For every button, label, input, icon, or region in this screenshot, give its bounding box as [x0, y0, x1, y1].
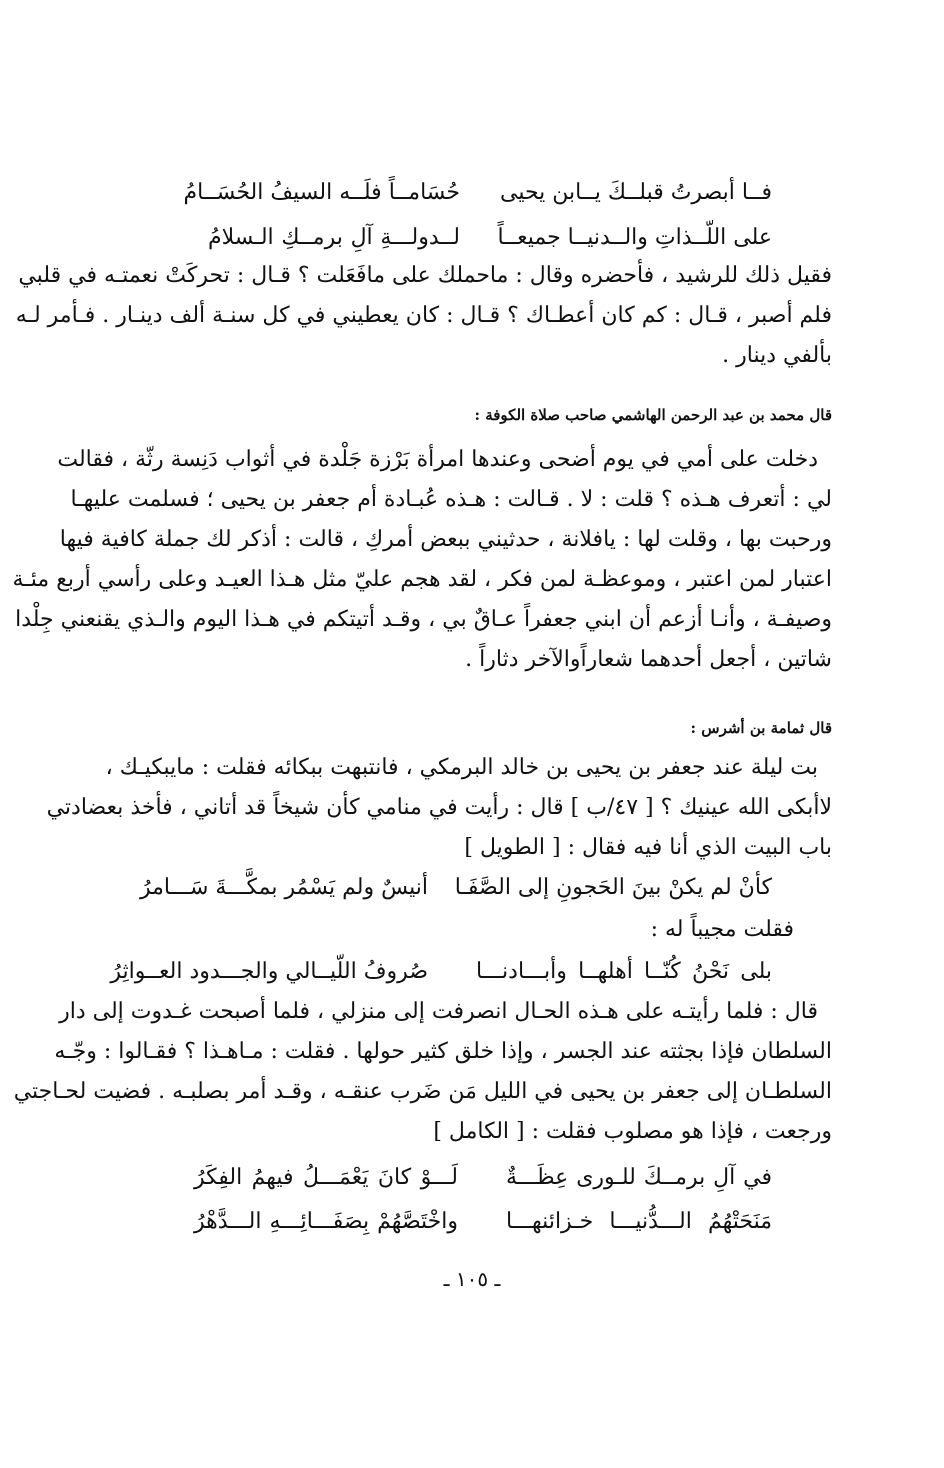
paragraph: [46, 748, 832, 868]
section-heading: قال ثمامة بن أشرس :: [690, 719, 832, 737]
verse-second-hemistich: أنيسٌ ولم يَسْمُر بمكَّـــةَ سَـــامرُ: [140, 875, 428, 900]
paragraph: [12, 440, 832, 680]
text-line: ورجعت ، فإذا هو مصلوب فقلت : [ الكامل ]: [433, 1119, 832, 1144]
text-line: قال : فلما رأيتـه على هـذه الحـال انصرفت إلى منزلي ، فلما أصبحت غـدوت إلى دار: [59, 999, 818, 1024]
paragraph: [128, 910, 808, 950]
text-line: بت ليلة عند جعفر بن يحيى بن خالد البرمكي ، فانتبهت ببكائه فقلت : مايبكيـك ،: [105, 755, 818, 780]
verse-first-hemistich: فــا أبصرتُ قبلــكَ يــابن يحيى: [499, 180, 772, 205]
text-line: السلطـان إلى جعفر بن يحيى في الليل مَن ضَرب عنقـه ، وقـد أمر بصلبـه . فضيت لحـاجتي: [13, 1079, 832, 1104]
paragraph: [15, 256, 832, 376]
text-line: فلم أصبر ، قـال : كم كان أعطـاك ؟ قـال : كان يعطيني في كل سنـة ألف دينـار . فـأمر لـه: [15, 303, 832, 328]
page-number: ـ ١٠٥ ـ: [443, 1267, 501, 1291]
text-line: فقلت مجيباً له :: [650, 917, 794, 942]
verse-first-hemistich: مَنَحَتْهُمُ الـــدُّنيـــا خـزائنهـــا: [506, 1209, 772, 1234]
verse-line: [140, 868, 772, 908]
text-line: بألفي دينار .: [722, 343, 832, 368]
verse-line: [194, 1202, 772, 1242]
section-heading-block: [128, 713, 832, 743]
text-line: وصيفـة ، وأنـا أزعم أن ابني جعفراً عـاقٌ بي ، وقـد أتيتكم في هـذا اليوم والـذي يقنعني جِلْدا: [15, 607, 832, 632]
text-line: شاتين ، أجعل أحدهما شعاراًوالآخر دثاراً .: [465, 647, 832, 672]
text-line: فقيل ذلك للرشيد ، فأحضره وقال : ماحملك على مافَعَلت ؟ قـال : تحركَتْ نعمتـه في قلبي: [18, 263, 832, 288]
verse-line: [194, 1158, 772, 1198]
verse-second-hemistich: صُروفُ اللّيــالي والجـــدود العــواثِرُ: [110, 959, 428, 984]
text-line: لاأبكى الله عينيك ؟ [ ٤٧/ب ] قال : رأيت في منامي كأن شيخاً قد أتاني ، فأخذ بعضادتي: [46, 795, 832, 820]
text-line: باب البيت الذي أنا فيه فقال : [ الطويل ]: [464, 835, 832, 860]
verse-line: [208, 218, 772, 258]
verse-first-hemistich: بلى نَحْنُ كُنّــا أهلهــا وأبـــادنـــا: [476, 959, 772, 984]
verse-second-hemistich: لَـــوْ كانَ يَعْمَـــلُ فيهمُ الفِكَرُ: [194, 1165, 458, 1190]
text-line: اعتبار لمن اعتبر ، وموعظـة لمن فكر ، لقد هجم عليّ مثل هـذا العيـد وعلى رأسي أربع مئـة: [12, 567, 832, 592]
section-heading: قال محمد بن عبد الرحمن الهاشمي صاحب صلاة الكوفة :: [474, 406, 832, 424]
text-line: السلطان فإذا بجثته عند الجسر ، وإذا خلق كثير حولها . فقلت : مـاهـذا ؟ فقـالوا : وجّـه: [54, 1039, 832, 1064]
verse-first-hemistich: في آلِ برمــكَ للـورى عِظَـــةٌ: [506, 1165, 772, 1190]
verse-second-hemistich: لــدولـــةِ آلِ برمــكِ الـسلامُ: [208, 225, 460, 250]
verse-first-hemistich: كأنْ لم يكنْ بينَ الحَجونِ إلى الصَّفَـا: [454, 875, 772, 900]
paragraph: [13, 992, 832, 1152]
text-line: ورحبت بها ، وقلت لها : يافلانة ، حدثيني ببعض أمركِ ، قالت : أذكر لك جملة كافية فيها: [59, 527, 832, 552]
verse-line: [183, 173, 772, 213]
section-heading-block: [128, 400, 832, 430]
verse-line: [110, 952, 772, 992]
verse-second-hemistich: حُسَامــاً فلَــه السيفُ الحُسَــامُ: [183, 180, 460, 205]
text-line: لي : أتعرف هـذه ؟ قلت : لا . قـالت : هـذه عُبـادة أم جعفر بن يحيى ؛ فسلمت عليهـا: [70, 487, 832, 512]
verse-first-hemistich: على اللّــذاتِ والــدنيــا جميعــاً: [497, 225, 772, 250]
verse-second-hemistich: واخْتَصَّهُمْ بِصَفَـــائِـــهِ الـــدَّهْرُ: [194, 1209, 458, 1234]
text-line: دخلت على أمي في يوم أضحى وعندها امرأة بَرْزة جَلْدة في أثواب دَنِسة رثّة ، فقالت: [57, 447, 818, 472]
